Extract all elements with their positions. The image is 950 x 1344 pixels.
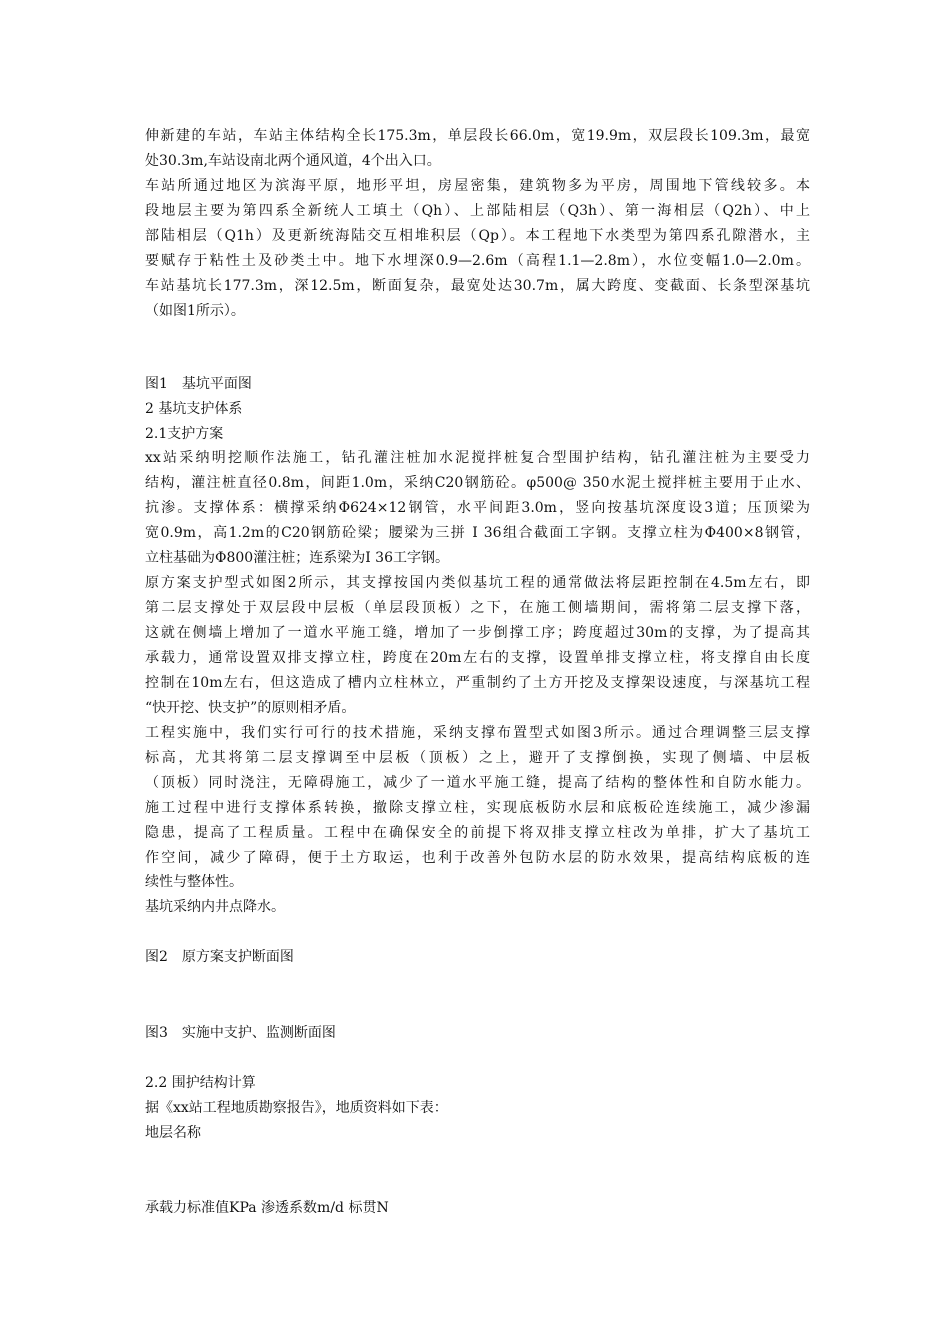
text-line: 控制在10m左右，但这造成了槽内立柱林立，严重制约了土方开挖及支撑架设速度，与深基坑工程: [145, 674, 810, 691]
text-line: 基坑采纳内井点降水。: [145, 899, 285, 916]
text-line: 结构，灌注桩直径0.8m，间距1.0m，采纳C20钢筋砼。φ500@ 350水泥土搅拌桩主要用于止水、: [145, 474, 810, 491]
text-line: 处30.3m,车站设南北两个通风道，4个出入口。: [145, 152, 441, 169]
text-line: 续性与整体性。: [145, 874, 243, 891]
text-line: 车站所通过地区为滨海平原，地形平坦，房屋密集，建筑物多为平房，周围地下管线较多。本: [145, 178, 810, 194]
text-line: 工程实施中，我们实行可行的技术措施，采纳支撑布置型式如图3所示。通过合理调整三层支撑: [145, 725, 810, 741]
table-header-properties: 承载力标准值KPa 渗透系数m/d 标贯N: [145, 1200, 389, 1216]
section-heading-2-2: 2.2 围护结构计算: [145, 1075, 256, 1091]
text-line: 抗渗。支撑体系：横撑采纳Φ624×12钢管，水平间距3.0m，竖向按基坑深度设3道；压顶梁为: [145, 499, 810, 516]
text-line: 施工过程中进行支撑体系转换，撤除支撑立柱，实现底板防水层和底板砼连续施工，减少渗漏: [145, 799, 810, 816]
text-line: 车站基坑长177.3m，深12.5m，断面复杂，最宽处达30.7m，属大跨度、变截面、长条型深基坑: [145, 277, 810, 294]
text-line: 伸新建的车站，车站主体结构全长175.3m，单层段长66.0m，宽19.9m，双层段长109.3m，最宽: [145, 128, 810, 144]
paragraph-implementation: [145, 721, 810, 920]
text-line: 标高，尤其将第二层支撑调至中层板（顶板）之上，避开了支撑倒换，实现了侧墙、中层板: [145, 749, 810, 766]
text-line: xx站采纳明挖顺作法施工，钻孔灌注桩加水泥搅拌桩复合型围护结构，钻孔灌注桩为主要受力: [145, 450, 810, 466]
text-line: 要赋存于粘性土及砂类土中。地下水埋深0.9—2.6m（高程1.1—2.8m），水位变幅1.0—2.0m。: [145, 252, 810, 269]
paragraph-original-scheme: [145, 571, 810, 720]
text-line: 立柱基础为Φ800灌注桩；连系梁为I 36工字钢。: [145, 549, 449, 566]
paragraph-geology: [145, 174, 810, 323]
table-header-stratum-name: 地层名称: [145, 1125, 201, 1141]
text-line: 这就在侧墙上增加了一道水平施工缝，增加了一步倒撑工序；跨度超过30m的支撑，为了提高其: [145, 624, 810, 641]
section-heading-2: 2 基坑支护体系: [145, 401, 243, 417]
paragraph-geology-data: 据《xx站工程地质勘察报告》，地质资料如下表：: [145, 1100, 448, 1116]
text-line: 部陆相层（Q1h）及更新统海陆交互相堆积层（Qp）。本工程地下水类型为第四系孔隙潜水，主: [145, 227, 810, 244]
paragraph-support-scheme: [145, 446, 810, 571]
text-line: 原方案支护型式如图2所示，其支撑按国内类似基坑工程的通常做法将层距控制在4.5m左右，即: [145, 575, 810, 591]
text-line: 段地层主要为第四系全新统人工填土（Qh）、上部陆相层（Q3h）、第一海相层（Q2h）、中上: [145, 202, 810, 219]
figure-3-caption: 图3 实施中支护、监测断面图: [145, 1025, 336, 1041]
figure-1-caption: 图1 基坑平面图: [145, 376, 252, 392]
section-heading-2-1: 2.1支护方案: [145, 426, 224, 442]
text-line: （顶板）同时浇注，无障碍施工，减少了一道水平施工缝，提高了结构的整体性和自防水能力。: [145, 774, 810, 791]
text-line: “快开挖、快支护”的原则相矛盾。: [145, 699, 356, 716]
text-line: 宽0.9m，高1.2m的C20钢筋砼梁；腰梁为三拼 I 36组合截面工字钢。支撑立柱为Φ400×8钢管，: [145, 524, 810, 541]
text-line: （如图1所示）。: [145, 302, 245, 319]
text-line: 隐患，提高了工程质量。工程中在确保安全的前提下将双排支撑立柱改为单排，扩大了基坑工: [145, 824, 810, 841]
figure-2-caption: 图2 原方案支护断面图: [145, 949, 294, 965]
text-line: 作空间，减少了障碍，便于土方取运，也利于改善外包防水层的防水效果，提高结构底板的连: [145, 849, 810, 866]
paragraph-station-overview: [145, 124, 810, 174]
text-line: 承载力，通常设置双排支撑立柱，跨度在20m左右的支撑，设置单排支撑立柱，将支撑自由长度: [145, 649, 810, 666]
text-line: 第二层支撑处于双层段中层板（单层段顶板）之下，在施工侧墙期间，需将第二层支撑下落，: [145, 599, 810, 616]
